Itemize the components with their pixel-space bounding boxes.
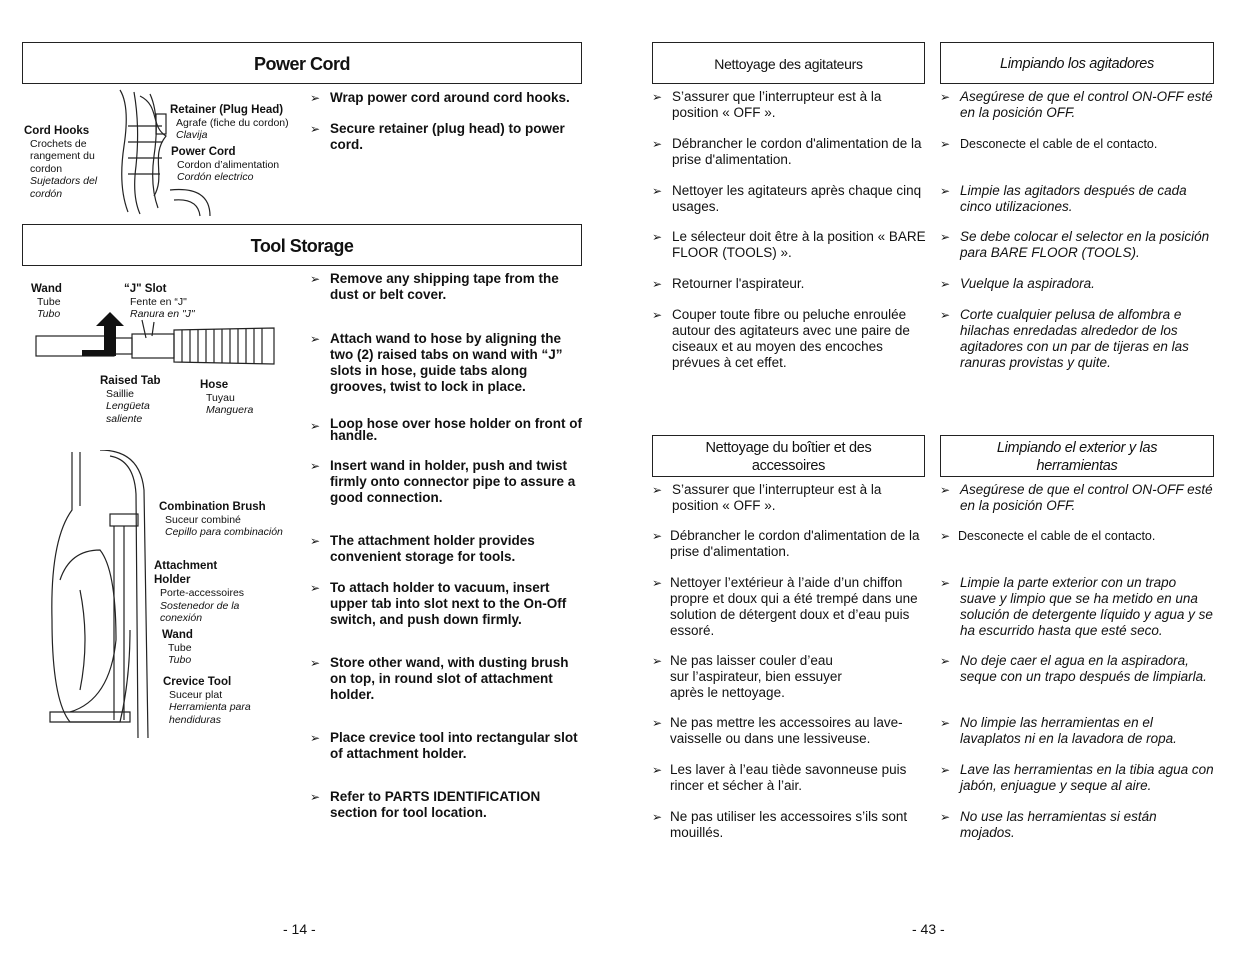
bullet-icon: ➢ xyxy=(310,91,321,105)
page-number-left: - 14 - xyxy=(283,921,316,937)
power-cord-label xyxy=(171,146,311,184)
cord-hooks-label xyxy=(24,125,124,200)
step-text: S’assurer que l’interrupteur est à la position « OFF ». xyxy=(672,482,882,513)
tool-storage-step xyxy=(310,271,582,303)
tool-storage-step xyxy=(310,655,582,703)
fr-agitators-step xyxy=(652,89,927,121)
bullet-icon: ➢ xyxy=(652,277,663,291)
retainer-fr: Agrafe (fiche du cordon) xyxy=(176,116,289,129)
power-cord-en: Power Cord xyxy=(171,146,236,158)
power-cord-step xyxy=(310,90,582,106)
combination-brush-label xyxy=(159,501,299,539)
hose-fr: Tuyau xyxy=(206,391,235,404)
step-text: Corte cualquier pelusa de alfombra e hilachas enredadas alrededor de los agitadores con un par de tijeras en las ranuras provistas y quite. xyxy=(960,307,1189,370)
step-text: No deje caer el agua en la aspiradora, seque con un trapo después de limpiarla. xyxy=(960,653,1207,684)
fr-agitators-step xyxy=(652,307,927,371)
retainer-label xyxy=(170,104,310,142)
power-cord-fr: Cordon d’alimentation xyxy=(177,158,280,171)
cord-hooks-es: Sujetadors del cordón xyxy=(30,175,98,200)
combination-brush-fr: Suceur combiné xyxy=(165,513,241,526)
es-agitators-step xyxy=(940,307,1215,371)
bullet-icon: ➢ xyxy=(940,716,951,730)
j-slot-es: Ranura en "J" xyxy=(130,308,195,320)
bullet-icon: ➢ xyxy=(940,763,951,777)
step-text: Débrancher le cordon d'alimentation de la prise d'alimentation. xyxy=(670,528,920,559)
bullet-icon: ➢ xyxy=(940,810,951,824)
tool-storage-step xyxy=(310,533,582,565)
bullet-icon: ➢ xyxy=(310,122,321,136)
step-text: Vuelque la aspiradora. xyxy=(960,276,1095,291)
bullet-icon: ➢ xyxy=(940,230,951,244)
step-text: Couper toute fibre ou peluche enroulée autour des agitateurs avec une paire de ciseaux et au moyen des encoches prévues à cet effet. xyxy=(672,307,910,370)
es-agitators-step xyxy=(940,229,1215,261)
bullet-icon: ➢ xyxy=(652,90,663,104)
combination-brush-en: Combination Brush xyxy=(159,501,266,513)
es-agitators-step xyxy=(940,136,1215,152)
crevice-tool-label xyxy=(163,676,273,726)
fr-agitators-step xyxy=(652,229,927,261)
crevice-tool-es: Herramienta para hendiduras xyxy=(169,701,251,726)
step-text: Asegúrese de que el control ON-OFF esté en la posición OFF. xyxy=(960,482,1213,513)
wand-label xyxy=(31,283,91,321)
bullet-icon: ➢ xyxy=(940,184,951,198)
bullet-icon: ➢ xyxy=(310,459,321,473)
step-text: S’assurer que l’interrupteur est à la position « OFF ». xyxy=(672,89,882,120)
combination-brush-es: Cepillo para combinación xyxy=(165,526,283,538)
es-exterior-step xyxy=(940,809,1215,841)
fr-agitators-title: Nettoyage des agitateurs xyxy=(714,56,863,72)
es-exterior-step xyxy=(940,762,1215,794)
fr-exterior-step xyxy=(652,762,927,794)
bullet-icon: ➢ xyxy=(652,576,663,590)
fr-exterior-step xyxy=(652,528,927,560)
bullet-icon: ➢ xyxy=(310,581,321,595)
step-text: Ne pas laisser couler d’eau sur l’aspirateur, bien essuyer après le nettoyage. xyxy=(670,653,842,700)
bullet-icon: ➢ xyxy=(940,529,951,543)
hose-es: Manguera xyxy=(206,404,254,416)
step-text: Nettoyer l’extérieur à l’aide d’un chiffon propre et doux qui a été trempé dans une solution de détergent doux et d’eau puis essoré. xyxy=(670,575,918,638)
hose-label xyxy=(200,379,280,417)
step-text: Ne pas mettre les accessoires au lave-vaisselle ou dans une lessiveuse. xyxy=(670,715,903,746)
attachment-holder-en: Attachment Holder xyxy=(154,560,218,586)
raised-tab-label xyxy=(100,375,180,425)
es-agitators-header xyxy=(940,42,1214,84)
bullet-icon: ➢ xyxy=(310,790,321,804)
es-exterior-step xyxy=(940,528,1215,544)
tool-storage-step xyxy=(310,331,582,395)
power-cord-step-text: Secure retainer (plug head) to power cord. xyxy=(330,121,565,152)
tool-storage-step-text: Refer to PARTS IDENTIFICATION section for tool location. xyxy=(330,789,541,820)
fr-agitators-header xyxy=(652,42,925,84)
wand-fr: Tube xyxy=(37,295,61,308)
tool-storage-step xyxy=(310,458,582,506)
bullet-icon: ➢ xyxy=(940,576,951,590)
tool-storage-step-text: Attach wand to hose by aligning the two (2) raised tabs on wand with “J” slots in hose, guide tabs along grooves, twist to lock in place. xyxy=(330,331,563,394)
tool-storage-step-text: Remove any shipping tape from the dust or belt cover. xyxy=(330,271,559,302)
fr-exterior-step xyxy=(652,715,927,747)
retainer-es: Clavija xyxy=(176,129,208,141)
attachment-holder-es: Sostenedor de la conexión xyxy=(160,599,240,624)
step-text: No use las herramientas si están mojados. xyxy=(960,809,1157,840)
bullet-icon: ➢ xyxy=(652,654,663,668)
bullet-icon: ➢ xyxy=(940,90,951,104)
step-text: Se debe colocar el selector en la posición para BARE FLOOR (TOOLS). xyxy=(960,229,1210,260)
step-text: Limpie la parte exterior con un trapo suave y limpio que se ha metido en una solución de detergente líquido y agua y se ha escurrido hasta que esté seco. xyxy=(960,575,1213,638)
wand-en: Wand xyxy=(31,283,62,295)
es-agitators-step xyxy=(940,183,1215,215)
tool-storage-step-text: Store other wand, with dusting brush on top, in round slot of attachment holder. xyxy=(330,655,569,702)
bullet-icon: ➢ xyxy=(652,308,663,322)
cord-hooks-fr: Crochets de rangement du cordon xyxy=(30,137,95,175)
bullet-icon: ➢ xyxy=(652,184,663,198)
bullet-icon: ➢ xyxy=(940,308,951,322)
bullet-icon: ➢ xyxy=(652,483,663,497)
raised-tab-fr: Saillie xyxy=(106,387,135,400)
raised-tab-es: Lengüeta saliente xyxy=(106,400,150,425)
j-slot-fr: Fente en “J" xyxy=(130,295,187,308)
bullet-icon: ➢ xyxy=(310,332,321,346)
bullet-icon: ➢ xyxy=(940,137,951,151)
step-text: Retourner l'aspirateur. xyxy=(672,276,805,291)
attachment-holder-fr: Porte-accessoires xyxy=(160,587,245,599)
es-exterior-step xyxy=(940,482,1215,514)
power-cord-es: Cordón electrico xyxy=(177,171,254,183)
step-text: Le sélecteur doit être à la position « BARE FLOOR (TOOLS) ». xyxy=(672,229,926,260)
cord-hooks-en: Cord Hooks xyxy=(24,125,90,137)
fr-exterior-step xyxy=(652,809,927,841)
fr-agitators-step xyxy=(652,183,927,215)
step-text: Desconecte el cable de el contacto. xyxy=(960,137,1158,151)
es-exterior-title: Limpiando el exterior y las herramientas xyxy=(996,440,1158,474)
es-exterior-step xyxy=(940,715,1215,747)
tool-storage-step-text: Insert wand in holder, push and twist firmly onto connector pipe to assure a good connection. xyxy=(330,458,576,505)
fr-agitators-step xyxy=(652,136,927,168)
j-slot-label xyxy=(124,283,254,321)
es-agitators-step xyxy=(940,89,1215,121)
wand2-es: Tubo xyxy=(168,654,192,666)
step-text: Débrancher le cordon d'alimentation de la prise d'alimentation. xyxy=(672,136,922,167)
es-exterior-step xyxy=(940,653,1215,685)
step-text: Ne pas utiliser les accessoires s’ils sont mouillés. xyxy=(670,809,908,840)
power-cord-step xyxy=(310,121,582,153)
crevice-tool-en: Crevice Tool xyxy=(163,676,232,688)
power-cord-title: Power Cord xyxy=(253,54,350,74)
es-agitators-step xyxy=(940,276,1215,292)
page-number-right: - 43 - xyxy=(912,921,945,937)
step-text: Asegúrese de que el control ON-OFF esté en la posición OFF. xyxy=(960,89,1213,120)
bullet-icon: ➢ xyxy=(940,483,951,497)
wand-label-2 xyxy=(162,629,242,667)
tool-storage-step-text: To attach holder to vacuum, insert upper tab into slot next to the On-Off switch, and push down firmly. xyxy=(330,580,567,627)
bullet-icon: ➢ xyxy=(310,534,321,548)
tool-storage-step xyxy=(310,580,582,628)
bullet-icon: ➢ xyxy=(310,731,321,745)
retainer-en: Retainer (Plug Head) xyxy=(170,104,284,116)
step-text: Les laver à l’eau tiède savonneuse puis rincer et sécher à l’air. xyxy=(670,762,907,793)
es-exterior-step xyxy=(940,575,1215,639)
bullet-icon: ➢ xyxy=(652,529,663,543)
step-text: Desconecte el cable de el contacto. xyxy=(958,529,1156,543)
crevice-tool-fr: Suceur plat xyxy=(169,688,223,701)
bullet-icon: ➢ xyxy=(310,272,321,286)
bullet-icon: ➢ xyxy=(310,656,321,670)
bullet-icon: ➢ xyxy=(652,230,663,244)
fr-exterior-step xyxy=(652,653,927,701)
fr-exterior-title: Nettoyage du boîtier et des accessoires xyxy=(705,440,872,474)
j-slot-en: “J" Slot xyxy=(124,283,167,295)
fr-exterior-step xyxy=(652,482,927,514)
power-cord-step-text: Wrap power cord around cord hooks. xyxy=(330,90,570,105)
vacuum-illustration xyxy=(40,450,162,740)
fr-agitators-step xyxy=(652,276,927,292)
tool-storage-step xyxy=(310,789,582,821)
hose-en: Hose xyxy=(200,379,229,391)
es-exterior-header xyxy=(940,435,1214,477)
bullet-icon: ➢ xyxy=(652,763,663,777)
attachment-holder-label xyxy=(154,559,264,625)
tool-storage-step xyxy=(310,730,582,762)
tool-storage-step-text: Place crevice tool into rectangular slot of attachment holder. xyxy=(330,730,578,761)
step-text: No limpie las herramientas en el lavaplatos ni en la lavadora de ropa. xyxy=(960,715,1177,746)
wand2-en: Wand xyxy=(162,629,193,641)
bullet-icon: ➢ xyxy=(310,419,321,433)
bullet-icon: ➢ xyxy=(652,716,663,730)
step-text: Limpie las agitadors después de cada cinco utilizaciones. xyxy=(960,183,1187,214)
wand2-fr: Tube xyxy=(168,641,192,654)
raised-tab-en: Raised Tab xyxy=(100,375,161,387)
power-cord-header xyxy=(22,42,582,84)
fr-exterior-header xyxy=(652,435,925,477)
tool-storage-title: Tool Storage xyxy=(250,236,354,256)
fr-exterior-step xyxy=(652,575,927,639)
bullet-icon: ➢ xyxy=(940,654,951,668)
bullet-icon: ➢ xyxy=(652,137,663,151)
bullet-icon: ➢ xyxy=(652,810,663,824)
tool-storage-step xyxy=(310,418,582,442)
es-agitators-title: Limpiando los agitadores xyxy=(999,56,1154,72)
step-text: Nettoyer les agitateurs après chaque cinq usages. xyxy=(672,183,922,214)
tool-storage-step-text: The attachment holder provides convenient storage for tools. xyxy=(330,533,535,564)
tool-storage-header xyxy=(22,224,582,266)
step-text: Lave las herramientas en la tibia agua con jabón, enjuague y seque al aire. xyxy=(960,762,1214,793)
tool-storage-step-text: Loop hose over hose holder on front of handle. xyxy=(330,416,582,443)
wand-es: Tubo xyxy=(37,308,61,320)
wand-hose-illustration xyxy=(34,310,302,380)
bullet-icon: ➢ xyxy=(940,277,951,291)
